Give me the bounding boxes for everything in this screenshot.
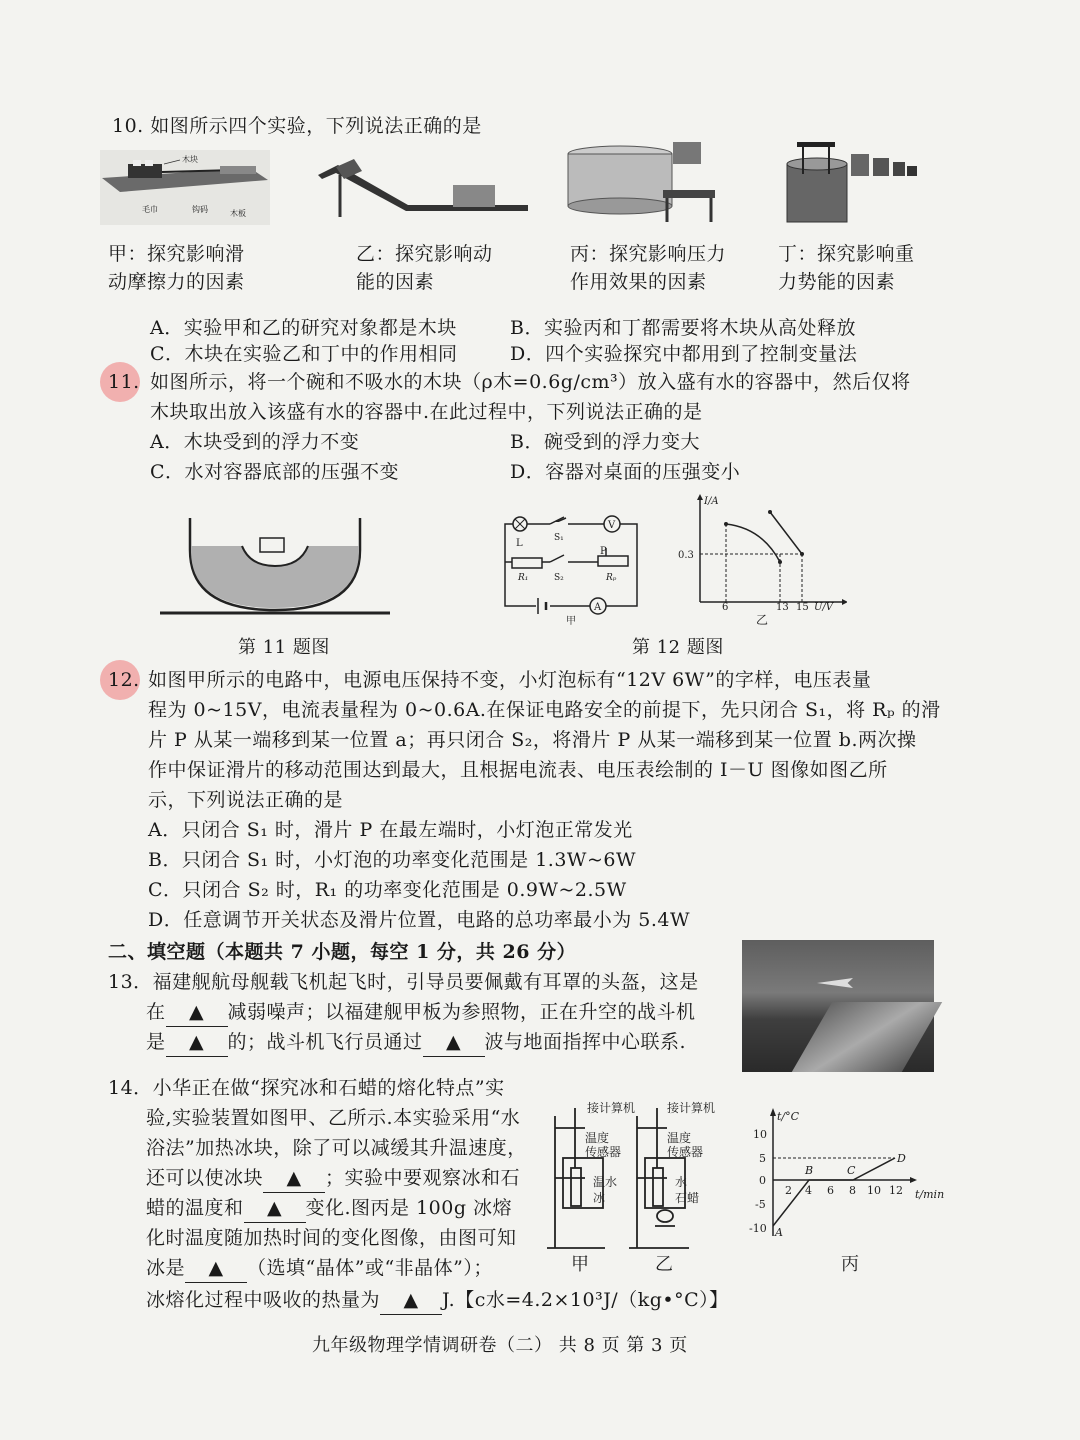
q11-stem-line1: 如图所示，将一个碗和不吸水的木块（ρ木=0.6g/cm³）放入盛有水的容器中，然后仅将 [150,371,911,393]
q14-text: 冰熔化过程中吸收的热量为 [146,1289,381,1311]
q14-line7 [146,1254,493,1283]
yi-water-label: 水 [675,1175,688,1189]
q14-line6: 化时温度随加热时间的变化图像，由图可知 [146,1227,517,1249]
q14-blank-3[interactable]: ▲ [185,1254,247,1283]
q14-line2: 验,实验装置如图甲、乙所示.本实验采用“水 [146,1107,521,1129]
aircraft-carrier-photo [742,940,934,1072]
graph-x-tick-13: 13 [776,602,789,613]
jia-sensor-label-1: 温度 [585,1131,610,1145]
rp-label: Rₚ [606,573,617,583]
q10-option-b: B．实验丙和丁都需要将木块从高处释放 [510,317,856,339]
melt-graph-xlabel: t/min [915,1188,945,1201]
caption-ding-1: 丁：探究影响重 [778,243,915,265]
label-weight: 钩码 [192,205,208,214]
carrier-deck [792,1002,942,1072]
jia-ice-label: 冰 [593,1191,606,1205]
graph-x-tick-15: 15 [796,602,809,613]
label-block: 木块 [182,155,198,164]
q12-line5: 示，下列说法正确的是 [148,789,344,811]
q11-option-a: A．木块受到的浮力不变 [150,431,360,453]
q13-text: 是 [146,1031,166,1053]
q14-text: 还可以使冰块 [146,1167,264,1189]
q10-option-c: C．木块在实验乙和丁中的作用相同 [150,343,458,365]
slider-label: P [600,546,607,557]
caption-jia-2: 动摩擦力的因素 [108,271,245,293]
q12-option-b: B．只闭合 S₁ 时，小灯泡的功率变化范围是 1.3W~6W [148,849,636,871]
yi-computer-label: 接计算机 [667,1101,716,1115]
q12-number: 12. [108,669,140,691]
q14-text: ；实验中要观察冰和石 [325,1167,521,1189]
melt-x-tick-6: 6 [827,1184,834,1197]
graph-y-tick: 0.3 [678,550,694,561]
q11-option-c: C．水对容器底部的压强不变 [150,461,400,483]
q12-option-d: D．任意调节开关状态及滑片位置，电路的总功率最小为 5.4W [148,909,691,931]
q14-blank-2[interactable]: ▲ [244,1194,306,1223]
caption-ding-2: 力势能的因素 [778,271,896,293]
q10-option-a: A．实验甲和乙的研究对象都是木块 [150,317,457,339]
caption-yi-2: 能的因素 [356,271,435,293]
q14-text: J.【c水=4.2×10³J/（kg•°C）】 [442,1289,729,1311]
q14-blank-1[interactable]: ▲ [263,1164,325,1193]
q14-line8 [146,1286,729,1315]
q13-text: 波与地面指挥中心联系. [484,1031,687,1053]
jia-computer-label: 接计算机 [587,1101,636,1115]
caption-bing-1: 丙：探究影响压力 [570,243,727,265]
melt-y-tick-m5: -5 [755,1198,766,1211]
q13-line2 [146,998,696,1027]
q13-blank-1[interactable]: ▲ [166,998,228,1027]
q11-figure-caption: 第 11 题图 [238,637,330,658]
ammeter-label: A [594,602,602,613]
figure-q14-melting-graph [745,1104,945,1279]
q14-line1: 14．小华正在做“探究冰和石蜡的熔化特点”实 [108,1077,505,1099]
point-a: A [775,1226,783,1239]
graph-xlabel: U/V [814,602,834,613]
point-b: B [805,1164,814,1177]
figure-ramp-experiment [318,155,528,217]
q11-option-b: B．碗受到的浮力变大 [510,431,700,453]
melt-x-tick-12: 12 [889,1184,903,1197]
figure-pressure-experiment [565,140,725,225]
q14-text: （选填“晶体”或“非晶体”）； [247,1257,493,1279]
q10-stem: 10. 如图所示四个实验，下列说法正确的是 [112,115,482,137]
switch1-label: S₁ [554,533,564,543]
caption-bing-2: 作用效果的因素 [570,271,707,293]
graph-ylabel: I/A [704,496,719,507]
graph-name: 乙 [756,613,769,627]
q13-line3 [146,1028,686,1057]
q14-text: 冰是 [146,1257,186,1279]
q11-option-d: D．容器对桌面的压强变小 [510,461,741,483]
yi-sensor-label-2: 传感器 [667,1145,704,1159]
melt-y-tick-10: 10 [753,1128,767,1141]
circuit-name: 甲 [566,616,576,627]
jia-sensor-label-2: 传感器 [585,1145,622,1159]
melt-x-tick-8: 8 [849,1184,856,1197]
q14-line4 [146,1164,520,1193]
melt-x-tick-2: 2 [785,1184,792,1197]
label-board: 木板 [230,209,246,218]
melt-x-tick-4: 4 [805,1184,812,1197]
r1-label: R₁ [518,573,529,583]
lamp-label: L [516,538,523,549]
figure-q12-iu-graph [672,492,847,627]
melt-x-tick-10: 10 [867,1184,881,1197]
q12-line4: 作中保证滑片的移动范围达到最大，且根据电流表、电压表绘制的 I－U 图像如图乙所 [148,759,888,781]
q13-blank-2[interactable]: ▲ [166,1028,228,1057]
q12-option-a: A．只闭合 S₁ 时，滑片 P 在最左端时，小灯泡正常发光 [148,819,633,841]
melt-y-tick-5: 5 [759,1152,766,1165]
q13-text: 减弱噪声；以福建舰甲板为参照物，正在升空的战斗机 [227,1001,696,1023]
q14-text: 蜡的温度和 [146,1197,244,1219]
q12-option-c: C．只闭合 S₂ 时，R₁ 的功率变化范围是 0.9W~2.5W [148,879,627,901]
melt-graph-ylabel: t/°C [777,1110,800,1123]
graph-x-tick-6: 6 [722,602,729,613]
figure-q12-circuit [500,512,645,627]
q11-number: 11. [108,371,140,393]
figure-friction-experiment [100,150,270,225]
figure-q11-container [160,510,390,620]
q12-figure-caption: 第 12 题图 [632,637,724,658]
q14-line5 [146,1194,512,1223]
q10-option-d: D．四个实验探究中都用到了控制变量法 [510,343,858,365]
q12-line3: 片 P 从某一端移到某一位置 a；再只闭合 S₂，将滑片 P 从某一端移到某一位置 b.两次操 [148,729,917,751]
q14-line3: 浴法”加热冰块，除了可以减缓其升温速度， [146,1137,527,1159]
point-c: C [847,1164,856,1177]
label-towel: 毛巾 [142,205,158,214]
apparatus-yi-name: 乙 [655,1254,673,1275]
yi-sensor-label-1: 温度 [667,1131,692,1145]
switch2-label: S₂ [554,573,564,583]
page-footer: 九年级物理学情调研卷（二） 共 8 页 第 3 页 [312,1335,688,1356]
melt-y-tick-0: 0 [759,1174,766,1187]
fighter-jet [817,978,853,988]
jia-water-label: 温水 [593,1175,618,1189]
q13-blank-3[interactable]: ▲ [423,1028,485,1057]
apparatus-jia-name: 甲 [571,1254,589,1275]
q13-text: 的；战斗机飞行员通过 [227,1031,423,1053]
q12-line2: 程为 0~15V，电流表量程为 0~0.6A.在保证电路安全的前提下，先只闭合 S₁，将 Rₚ 的滑 [148,699,941,721]
q13-line1: 13．福建舰航母舰载飞机起飞时，引导员要佩戴有耳罩的头盔，这是 [108,971,699,993]
caption-yi-1: 乙：探究影响动 [356,243,493,265]
point-d: D [897,1152,906,1165]
section-heading-fill-in: 二、填空题（本题共 7 小题，每空 1 分，共 26 分） [108,941,577,963]
figure-gravity-potential-experiment [785,140,925,225]
q12-line1: 如图甲所示的电路中，电源电压保持不变，小灯泡标有“12V 6W”的字样，电压表量 [148,669,872,691]
yi-wax-label: 石蜡 [675,1191,700,1205]
melt-y-tick-m10: -10 [749,1222,767,1235]
caption-jia-1: 甲：探究影响滑 [108,243,245,265]
q14-blank-4[interactable]: ▲ [380,1286,442,1315]
q11-stem-line2: 木块取出放入该盛有水的容器中.在此过程中，下列说法正确的是 [150,401,703,423]
voltmeter-label: V [608,520,616,531]
melt-graph-name: 丙 [841,1254,859,1275]
q14-text: 变化.图丙是 100g 冰熔 [305,1197,513,1219]
figure-q14-apparatus [545,1098,735,1278]
q13-text: 在 [146,1001,166,1023]
